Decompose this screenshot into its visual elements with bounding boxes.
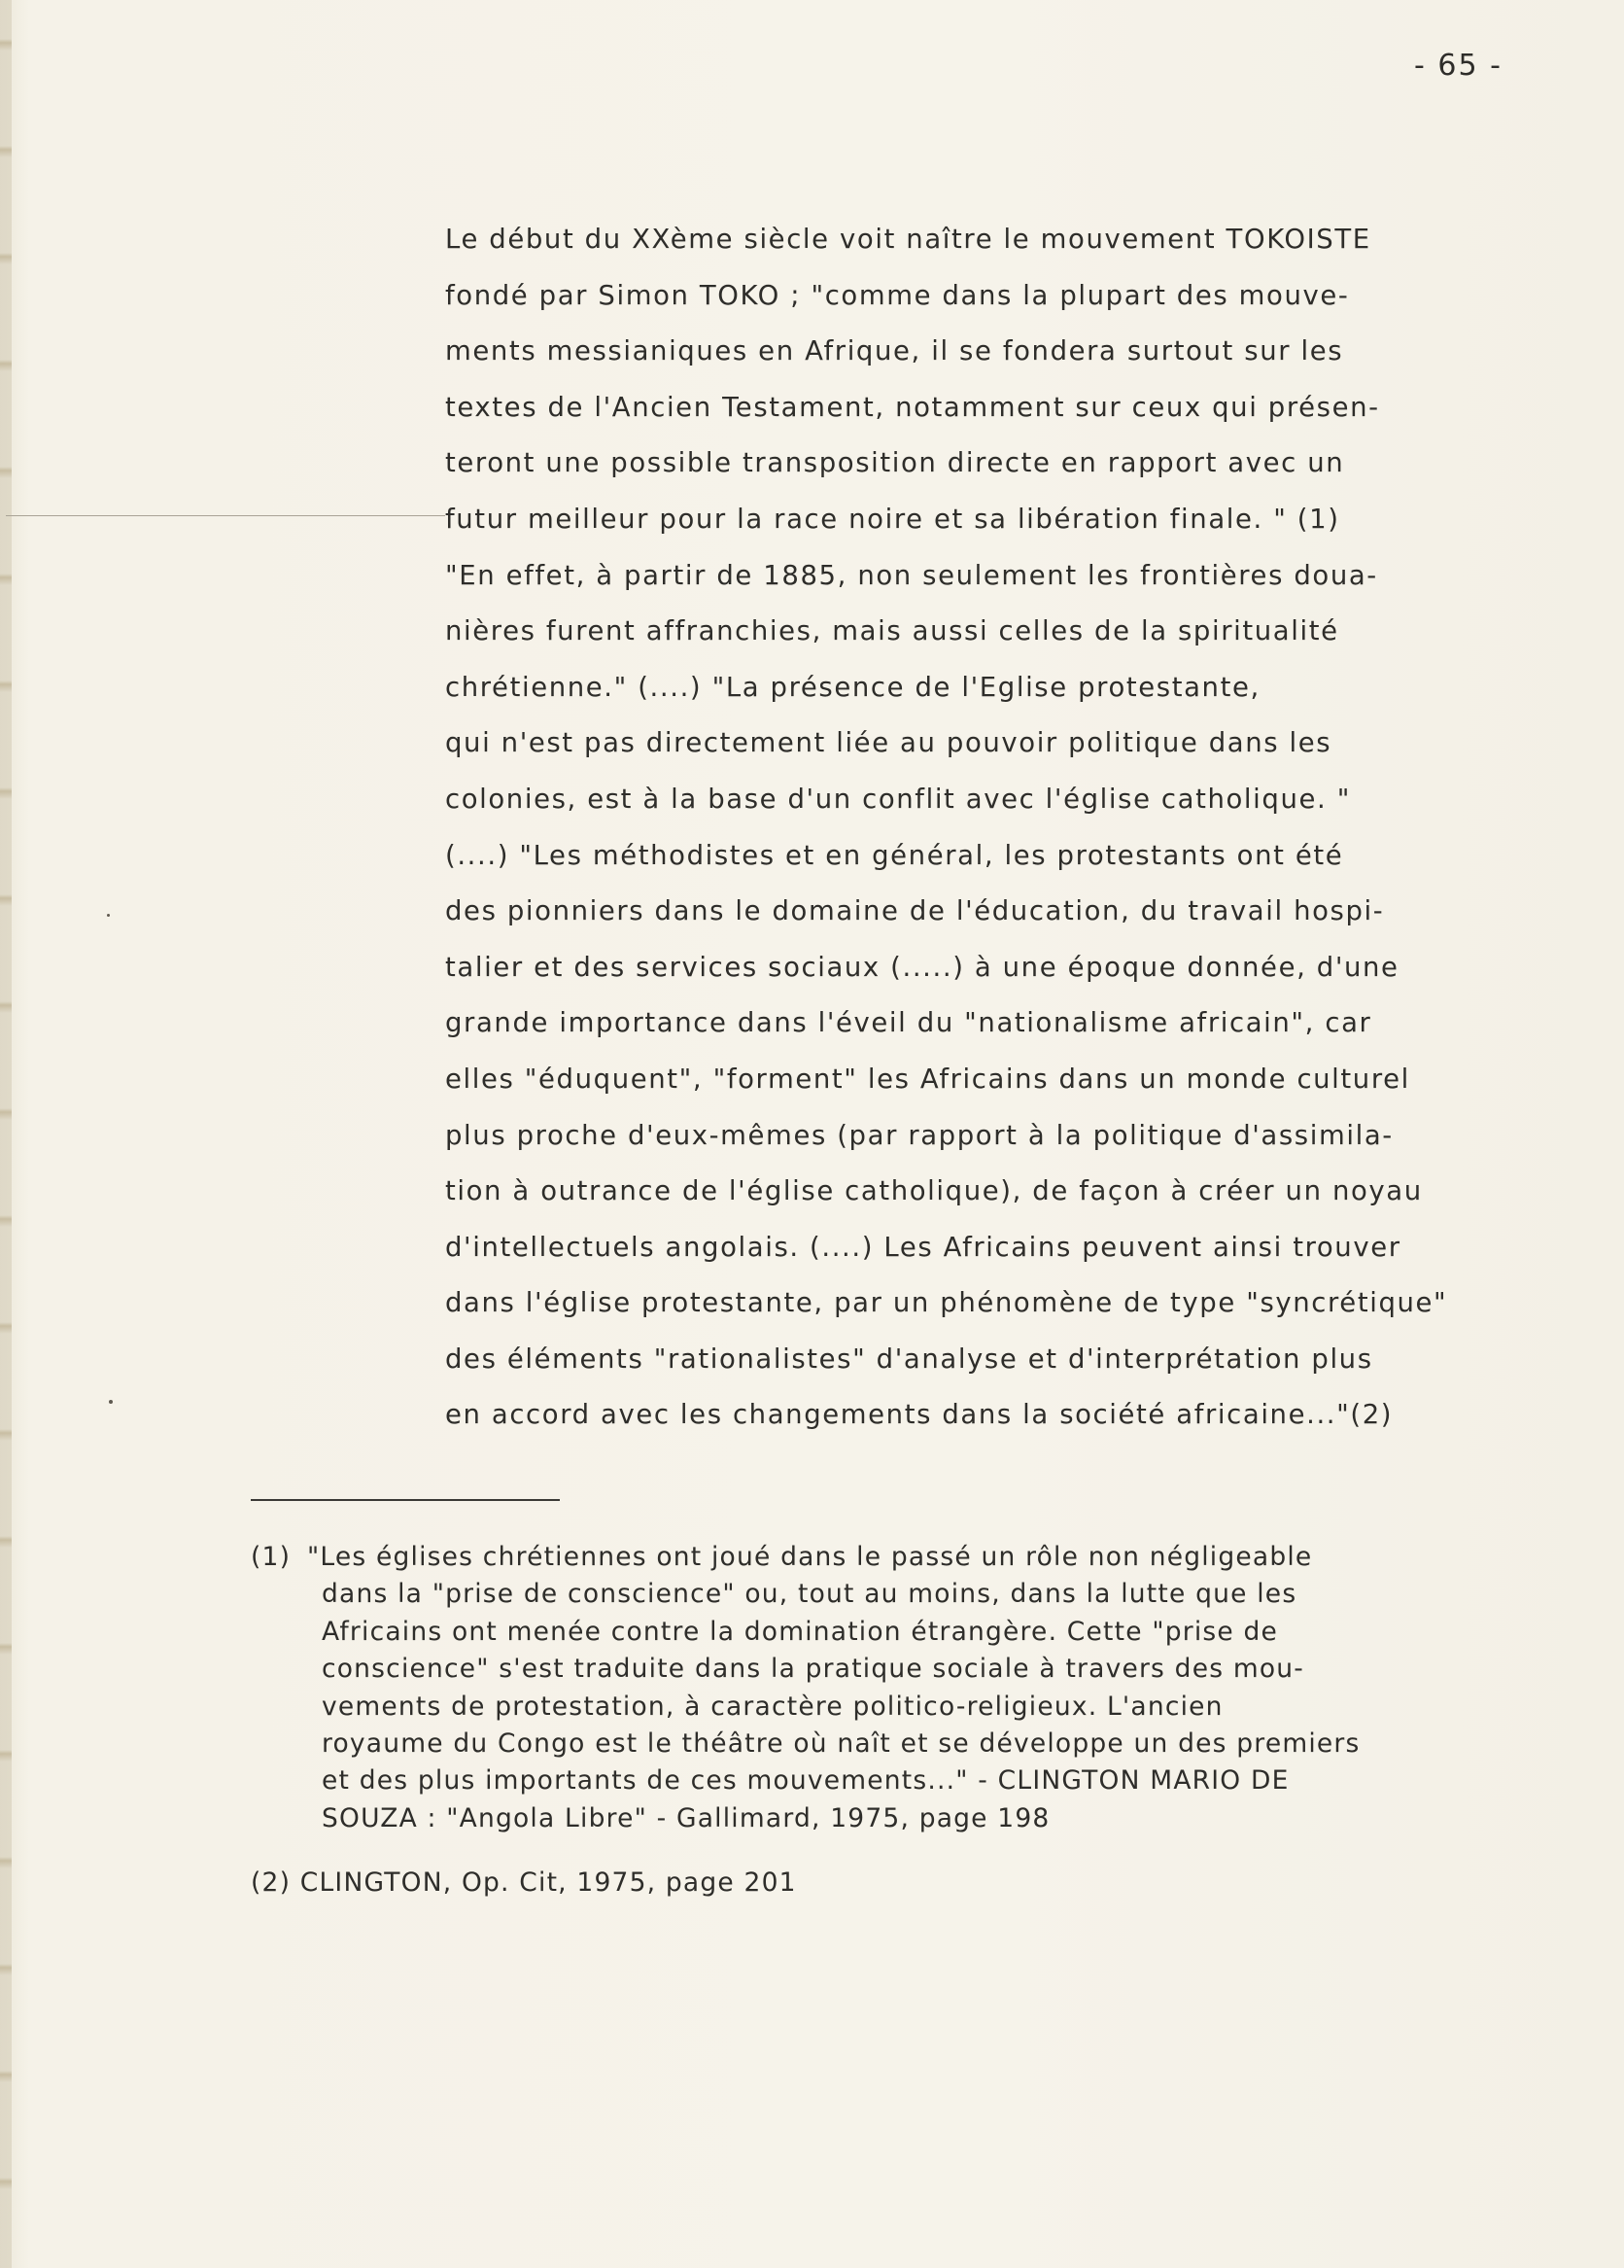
paper-speck: [107, 914, 110, 917]
body-line: en accord avec les changements dans la société africaine..."(2): [445, 1399, 1394, 1431]
body-line: nières furent affranchies, mais aussi celles de la spiritualité: [445, 615, 1339, 647]
footnote-line: royaume du Congo est le théâtre où naît et se développe un des premiers: [322, 1727, 1361, 1759]
body-line: futur meilleur pour la race noire et sa libération finale. " (1): [445, 503, 1340, 535]
footnote-line: "Les églises chrétiennes ont joué dans le passé un rôle non négligeable: [307, 1542, 1313, 1572]
body-line: (....) "Les méthodistes et en général, les protestants ont été: [445, 839, 1344, 871]
paper-speck: [109, 1400, 113, 1404]
body-line: talier et des services sociaux (.....) à une époque donnée, d'une: [445, 951, 1399, 983]
body-line: des pionniers dans le domaine de l'éducation, du travail hospi-: [445, 895, 1385, 927]
footnote-line: SOUZA : "Angola Libre" - Gallimard, 1975, page 198: [322, 1802, 1051, 1833]
body-line: qui n'est pas directement liée au pouvoir politique dans les: [445, 727, 1332, 759]
body-paragraph: [445, 212, 1563, 1444]
body-line: teront une possible transposition directe en rapport avec un: [445, 447, 1345, 479]
footnote-marker: (2): [251, 1867, 292, 1899]
footnotes: [251, 1539, 1563, 1902]
body-line: Le début du XXème siècle voit naître le mouvement TOKOISTE: [445, 224, 1371, 255]
page-number: - 65 -: [1414, 49, 1503, 83]
footnote-line: Africains ont menée contre la domination étrangère. Cette "prise de: [322, 1616, 1279, 1647]
binding-edge: [0, 0, 12, 2268]
body-line: dans l'église protestante, par un phénomène de type "syncrétique": [445, 1287, 1448, 1319]
footnote-text: [251, 1539, 1563, 1837]
body-line: tion à outrance de l'église catholique), de façon à créer un noyau: [445, 1175, 1423, 1207]
body-line: chrétienne." (....) "La présence de l'Eglise protestante,: [445, 671, 1261, 703]
body-line: fondé par Simon TOKO ; "comme dans la plupart des mouve-: [445, 279, 1350, 311]
body-line: elles "éduquent", "forment" les Africains dans un monde culturel: [445, 1063, 1410, 1095]
footnote-line: et des plus importants de ces mouvements..." - CLINGTON MARIO DE: [322, 1765, 1290, 1797]
footnote-2: [251, 1865, 1563, 1902]
body-line: "En effet, à partir de 1885, non seulement les frontières doua-: [445, 559, 1378, 591]
body-line: plus proche d'eux-mêmes (par rapport à la politique d'assimila-: [445, 1119, 1394, 1151]
body-line: grande importance dans l'éveil du "nationalisme africain", car: [445, 1007, 1372, 1039]
footnote-text: CLINGTON, Op. Cit, 1975, page 201: [299, 1867, 797, 1899]
body-line: textes de l'Ancien Testament, notamment sur ceux qui présen-: [445, 391, 1380, 423]
margin-rule: [6, 515, 445, 516]
body-line: d'intellectuels angolais. (....) Les Africains peuvent ainsi trouver: [445, 1231, 1401, 1263]
footnote-separator: [251, 1499, 560, 1501]
body-line: colonies, est à la base d'un conflit avec l'église catholique. ": [445, 783, 1351, 815]
footnote-line: dans la "prise de conscience" ou, tout au moins, dans la lutte que les: [322, 1579, 1297, 1610]
body-line: des éléments "rationalistes" d'analyse et d'interprétation plus: [445, 1343, 1373, 1375]
footnote-marker: (1): [251, 1542, 292, 1572]
footnote-1: [251, 1539, 1563, 1837]
body-line: ments messianiques en Afrique, il se fondera surtout sur les: [445, 335, 1344, 367]
footnote-line: conscience" s'est traduite dans la pratique sociale à travers des mou-: [322, 1654, 1305, 1685]
footnote-line: vements de protestation, à caractère politico-religieux. L'ancien: [322, 1691, 1224, 1722]
